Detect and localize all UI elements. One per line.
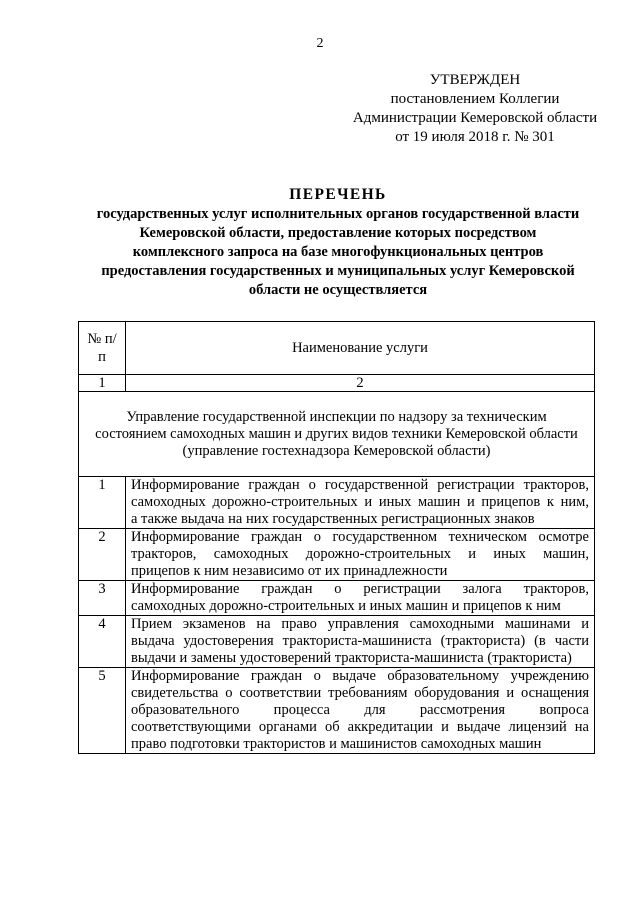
approval-line: постановлением Коллегии (390, 91, 560, 107)
document-title: ПЕРЕЧЕНЬ (289, 186, 387, 203)
table-header-row (79, 322, 595, 375)
approval-line: от 19 июля 2018 г. № 301 (395, 129, 555, 145)
service-name-line: прицепов к ним независимо от их принадлежности (131, 563, 448, 579)
service-name-line: соответствующими органами об аккредитации и выдаче лицензий на (131, 719, 589, 735)
row-number: 5 (79, 668, 126, 754)
service-name-line: свидетельства о соответствии требованиям оборудования и оснащения (131, 685, 589, 701)
service-name-line: выдачи и замены удостоверений тракториста-машиниста (тракториста) (131, 650, 572, 666)
heading-line: Кемеровской области, предоставление которых посредством (139, 225, 537, 241)
service-rows (79, 477, 595, 754)
service-name-line: выдача удостоверения тракториста-машиниста (тракториста) (в части (131, 633, 589, 649)
service-name-line: право подготовки трактористов и машинистов самоходных машин (131, 736, 542, 752)
services-table (78, 321, 595, 754)
section-row (79, 392, 595, 477)
heading-line: государственных услуг исполнительных органов государственной власти (96, 206, 580, 222)
service-name (126, 477, 595, 529)
service-name-line: Информирование граждан о регистрации залога тракторов, (131, 581, 589, 597)
service-name-line: Прием экзаменов на право управления самоходными машинами и (131, 616, 589, 632)
service-name-line: Информирование граждан о государственном техническом осмотре (131, 529, 589, 545)
service-name-line: а также выдача на них государственных регистрационных знаков (131, 511, 535, 527)
service-name-line: Информирование граждан о выдаче образовательному учреждению (131, 668, 589, 684)
service-name (126, 616, 595, 668)
header-number: № п/п (79, 322, 126, 375)
service-name (126, 581, 595, 616)
approval-block (330, 71, 620, 147)
heading-line: области не осуществляется (248, 282, 428, 298)
service-name-line: самоходных дорожно-строительных и иных машин и прицепов к ним (131, 598, 561, 614)
service-name (126, 529, 595, 581)
table-row (79, 668, 595, 754)
document-heading (70, 185, 606, 300)
approval-line: Администрации Кемеровской области (352, 110, 598, 126)
row-number: 1 (79, 477, 126, 529)
header-name: Наименование услуги (126, 322, 595, 375)
row-number: 2 (79, 529, 126, 581)
service-name (126, 668, 595, 754)
column-index-number: 1 (79, 375, 126, 392)
table-row (79, 616, 595, 668)
section-title: Управление государственной инспекции по надзору за техническим состоянием самоходных машин и других видов техники Кемеровской области (управление гостехнадзора Кемеровской области) (79, 392, 595, 477)
table-row (79, 529, 595, 581)
row-number: 4 (79, 616, 126, 668)
table-row (79, 581, 595, 616)
row-number: 3 (79, 581, 126, 616)
service-name-line: самоходных дорожно-строительных и иных машин и прицепов к ним, (131, 494, 589, 510)
heading-line: комплексного запроса на базе многофункциональных центров (132, 244, 544, 260)
column-index-row (79, 375, 595, 392)
column-index-name: 2 (126, 375, 595, 392)
service-name-line: тракторов, самоходных дорожно-строительных и иных машин, (131, 546, 589, 562)
heading-line: предоставления государственных и муниципальных услуг Кемеровской (101, 263, 575, 279)
table-row (79, 477, 595, 529)
approval-line: УТВЕРЖДЕН (429, 72, 521, 88)
page-number: 2 (316, 36, 324, 51)
service-name-line: образовательного процесса для рассмотрения вопроса (131, 702, 589, 718)
service-name-line: Информирование граждан о государственной регистрации тракторов, (131, 477, 589, 493)
